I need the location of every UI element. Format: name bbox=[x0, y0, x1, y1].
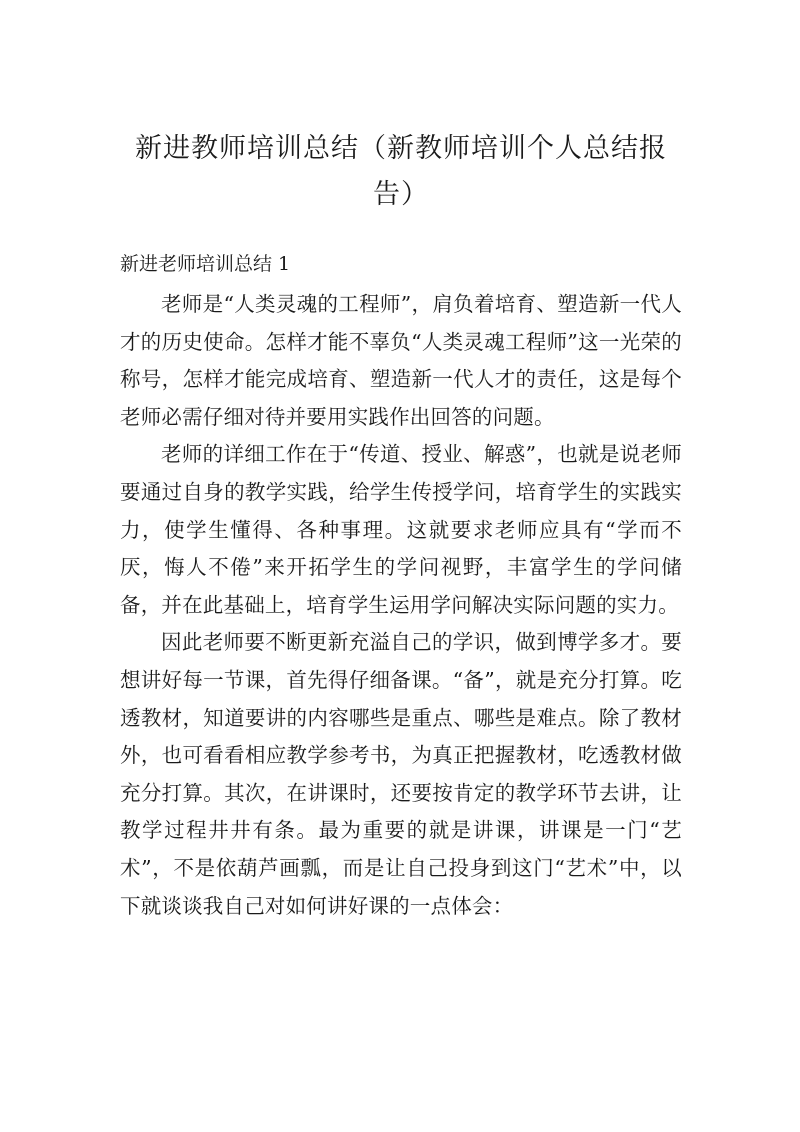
document-title: 新进教师培训总结（新教师培训个人总结报告） bbox=[135, 133, 667, 210]
paragraph-3: 因此老师要不断更新充溢自己的学识，做到博学多才。要想讲好每一节课，首先得仔细备课。“备”，就是充分打算。吃透教材，知道要讲的内容哪些是重点、哪些是难点。除了教材外，也可看看相应教学参考书，为真正把握教材，吃透教材做充分打算。其次，在讲课时，还要按肯定的教学环节去讲，让教学过程井井有条。最为重要的就是讲课，讲课是一门“艺术”，不是依葫芦画瓢，而是让自己投身到这门“艺术”中，以下就谈谈我自己对如何讲好课的一点体会： bbox=[120, 630, 682, 918]
section-heading: 新进老师培训总结 1 bbox=[120, 253, 291, 275]
paragraph-2: 老师的详细工作在于“传道、授业、解惑”，也就是说老师要通过自身的教学实践，给学生传授学问，培育学生的实践实力，使学生懂得、各种事理。这就要求老师应具有“学而不厌，悔人不倦”来开拓学生的学问视野，丰富学生的学问储备，并在此基础上，培育学生运用学问解决实际问题的实力。 bbox=[120, 442, 682, 617]
paragraph-1: 老师是“人类灵魂的工程师”，肩负着培育、塑造新一代人才的历史使命。怎样才能不辜负“人类灵魂工程师”这一光荣的称号，怎样才能完成培育、塑造新一代人才的责任，这是每个老师必需仔细对待并要用实践作出回答的问题。 bbox=[120, 292, 682, 429]
document-body bbox=[120, 286, 682, 925]
